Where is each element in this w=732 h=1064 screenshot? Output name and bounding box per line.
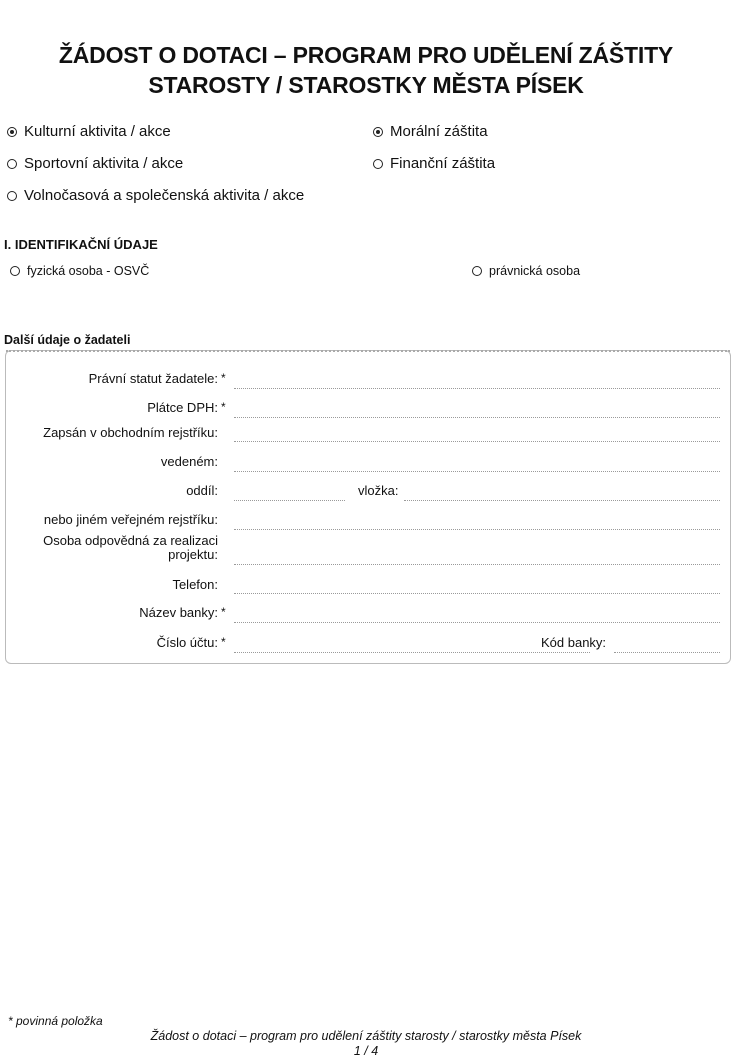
radio-financial-patronage[interactable]: [373, 155, 495, 173]
radio-financial-circle[interactable]: [373, 159, 383, 169]
radio-culture-label: Kulturní aktivita / akce: [24, 123, 171, 140]
applicant-details-title: Další údaje o žadateli: [4, 333, 131, 347]
radio-culture[interactable]: [7, 123, 171, 141]
required-mark-vat-payer: *: [221, 400, 226, 414]
label-account-number: Číslo účtu:: [156, 635, 218, 650]
field-bank-name[interactable]: [234, 622, 720, 623]
label-legal-status: Právní statut žadatele:: [88, 371, 218, 386]
field-section[interactable]: [234, 500, 345, 501]
applicant-form-box: [5, 350, 731, 664]
label-registered: Zapsán v obchodním rejstříku:: [43, 425, 218, 440]
label-kept-by: vedeném:: [160, 454, 218, 469]
radio-legal-person-circle[interactable]: [472, 266, 482, 276]
field-insert[interactable]: [404, 500, 720, 501]
label-bank-name: Název banky:: [139, 605, 218, 620]
label-insert: vložka:: [358, 483, 399, 498]
radio-leisure[interactable]: [7, 187, 304, 205]
field-registered[interactable]: [234, 441, 720, 442]
footer-text: Žádost o dotaci – program pro udělení záštity starosty / starostky města Písek: [150, 1029, 582, 1043]
radio-legal-person-label: právnická osoba: [489, 264, 581, 278]
radio-legal-person[interactable]: [472, 262, 580, 280]
label-phone: Telefon:: [172, 577, 218, 592]
required-mark-bank-name: *: [221, 605, 226, 619]
label-responsible-person-2: projektu:: [168, 547, 218, 562]
field-other-register[interactable]: [234, 529, 720, 530]
radio-financial-label: Finanční záštita: [390, 155, 496, 172]
radio-moral-patronage[interactable]: [373, 123, 488, 141]
radio-leisure-circle[interactable]: [7, 191, 17, 201]
field-phone[interactable]: [234, 593, 720, 594]
form-labels: [6, 351, 218, 663]
required-mark-legal-status: *: [221, 371, 226, 385]
radio-moral-label: Morální záštita: [390, 123, 488, 140]
radio-sport-label: Sportovní aktivita / akce: [24, 155, 184, 172]
label-vat-payer: Plátce DPH:: [147, 400, 218, 415]
field-account-number[interactable]: [234, 652, 590, 653]
radio-moral-circle[interactable]: [373, 127, 383, 137]
field-bank-code[interactable]: [614, 652, 720, 653]
label-section: oddíl:: [186, 483, 218, 498]
label-bank-code: Kód banky:: [541, 635, 607, 650]
page-number: 1 / 4: [353, 1044, 379, 1058]
field-legal-status[interactable]: [234, 388, 720, 389]
label-responsible-person-1: Osoba odpovědná za realizaci: [43, 533, 218, 548]
field-kept-by[interactable]: [234, 471, 720, 472]
radio-leisure-label: Volnočasová a společenská aktivita / akce: [24, 187, 305, 204]
required-field-note: * povinná položka: [8, 1014, 103, 1028]
radio-sport[interactable]: [7, 155, 183, 173]
section-identification-title: I. IDENTIFIKAČNÍ ÚDAJE: [4, 237, 158, 252]
field-vat-payer[interactable]: [234, 417, 720, 418]
radio-natural-person[interactable]: [10, 262, 149, 280]
required-mark-account-number: *: [221, 635, 226, 649]
field-responsible-person[interactable]: [234, 564, 720, 565]
radio-natural-person-label: fyzická osoba - OSVČ: [27, 264, 150, 278]
title-line-2: STAROSTY / STAROSTKY MĚSTA PÍSEK: [148, 72, 584, 98]
radio-natural-person-circle[interactable]: [10, 266, 20, 276]
document-title: [0, 40, 732, 100]
title-line-1: ŽÁDOST O DOTACI – PROGRAM PRO UDĚLENÍ ZÁŠTITY: [58, 42, 674, 68]
label-other-register: nebo jiném veřejném rejstříku:: [43, 512, 218, 527]
radio-culture-circle[interactable]: [7, 127, 17, 137]
radio-sport-circle[interactable]: [7, 159, 17, 169]
